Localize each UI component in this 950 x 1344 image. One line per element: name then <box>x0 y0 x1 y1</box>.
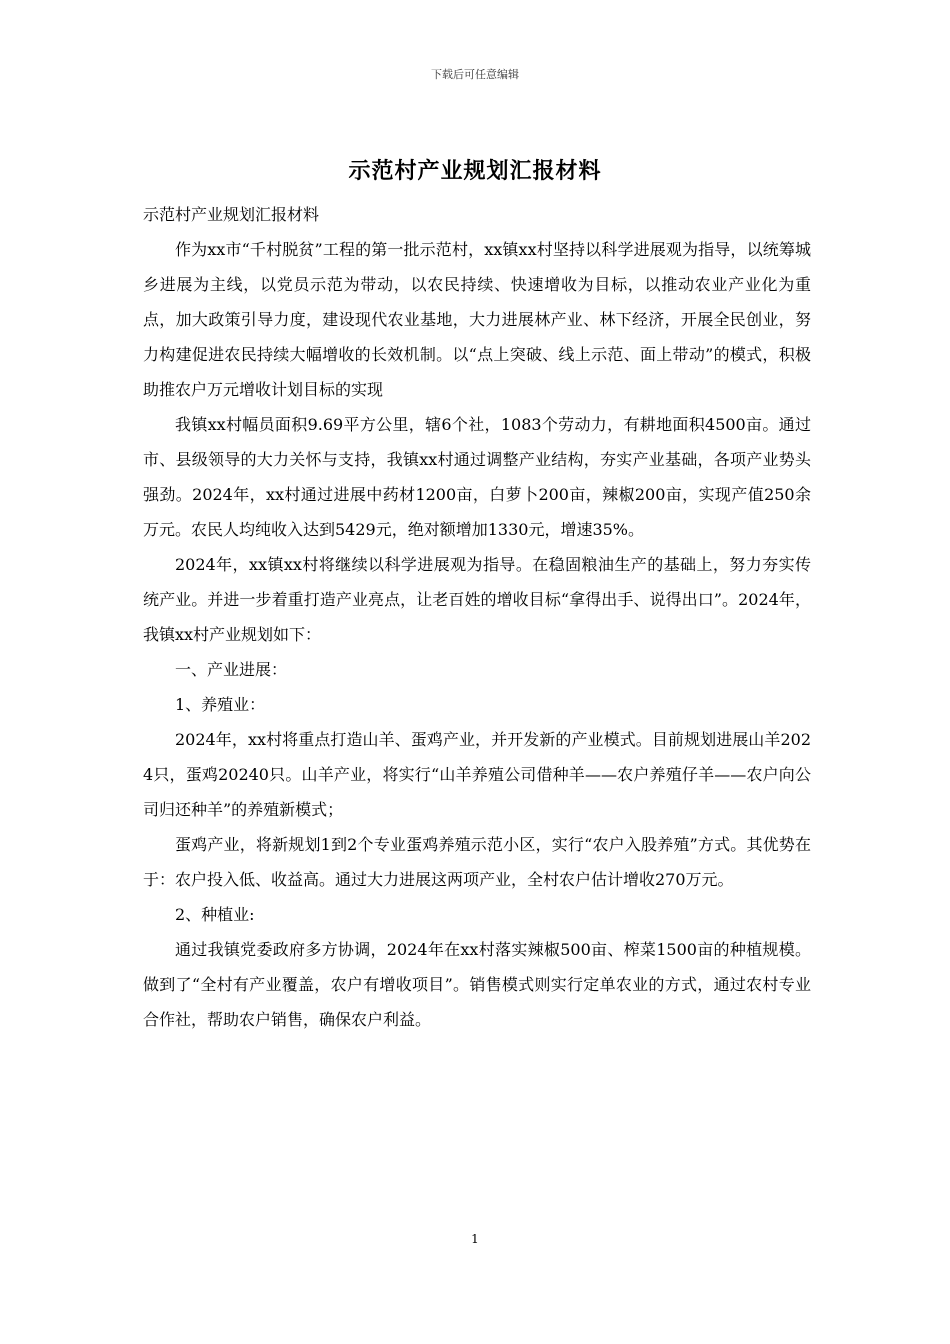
planting-paragraph: 通过我镇党委政府多方协调，2024年在xx村落实辣椒500亩、榨菜1500亩的种植规模。做到了“全村有产业覆盖，农户有增收项目”。销售模式则实行定单农业的方式，通过农村专业合作社，帮助农户销售，确保农户利益。 <box>143 940 811 1029</box>
intro-paragraph: 作为xx市“千村脱贫”工程的第一批示范村，xx镇xx村坚持以科学进展观为指导，以统筹城乡进展为主线，以党员示范为带动，以农民持续、快速增收为目标，以推动农业产业化为重点，加大政策引导力度，建设现代农业基地，大力进展林产业、林下经济，开展全民创业，努力构建促进农民持续大幅增收的长效机制。以“点上突破、线上示范、面上带动”的模式，积极助推农户万元增收计划目标的实现 <box>143 240 811 399</box>
plan-intro-paragraph: 2024年，xx镇xx村将继续以科学进展观为指导。在稳固粮油生产的基础上，努力夯实传统产业。并进一步着重打造产业亮点，让老百姓的增收目标“拿得出手、说得出口”。2024年，我镇xx村产业规划如下： <box>143 555 811 644</box>
village-overview-paragraph: 我镇xx村幅员面积9.69平方公里，辖6个社，1083个劳动力，有耕地面积4500亩。通过市、县级领导的大力关怀与支持，我镇xx村通过调整产业结构，夯实产业基础，各项产业势头强劲。2024年，xx村通过进展中药材1200亩，白萝卜200亩，辣椒200亩，实现产值250余万元。农民人均纯收入达到5429元，绝对额增加1330元，增速35%。 <box>143 415 811 539</box>
section-heading-industry: 一、产业进展： <box>175 660 288 679</box>
document-title: 示范村产业规划汇报材料 <box>348 158 602 184</box>
document-body <box>143 197 811 1037</box>
header-note: 下载后可任意编辑 <box>431 68 519 81</box>
subsection-heading-planting: 2、种植业: <box>175 905 255 924</box>
subsection-heading-breeding: 1、养殖业： <box>175 695 266 714</box>
egg-chicken-paragraph: 蛋鸡产业，将新规划1到2个专业蛋鸡养殖示范小区，实行“农户入股养殖”方式。其优势在于：农户投入低、收益高。通过大力进展这两项产业，全村农户估计增收270万元。 <box>143 835 811 889</box>
page-number: 1 <box>471 1232 479 1246</box>
breeding-paragraph: 2024年，xx村将重点打造山羊、蛋鸡产业，并开发新的产业模式。目前规划进展山羊2024只，蛋鸡20240只。山羊产业，将实行“山羊养殖公司借种羊——农户养殖仔羊——农户向公司归还种羊”的养殖新模式； <box>143 730 811 819</box>
subtitle-paragraph: 示范村产业规划汇报材料 <box>143 205 320 224</box>
